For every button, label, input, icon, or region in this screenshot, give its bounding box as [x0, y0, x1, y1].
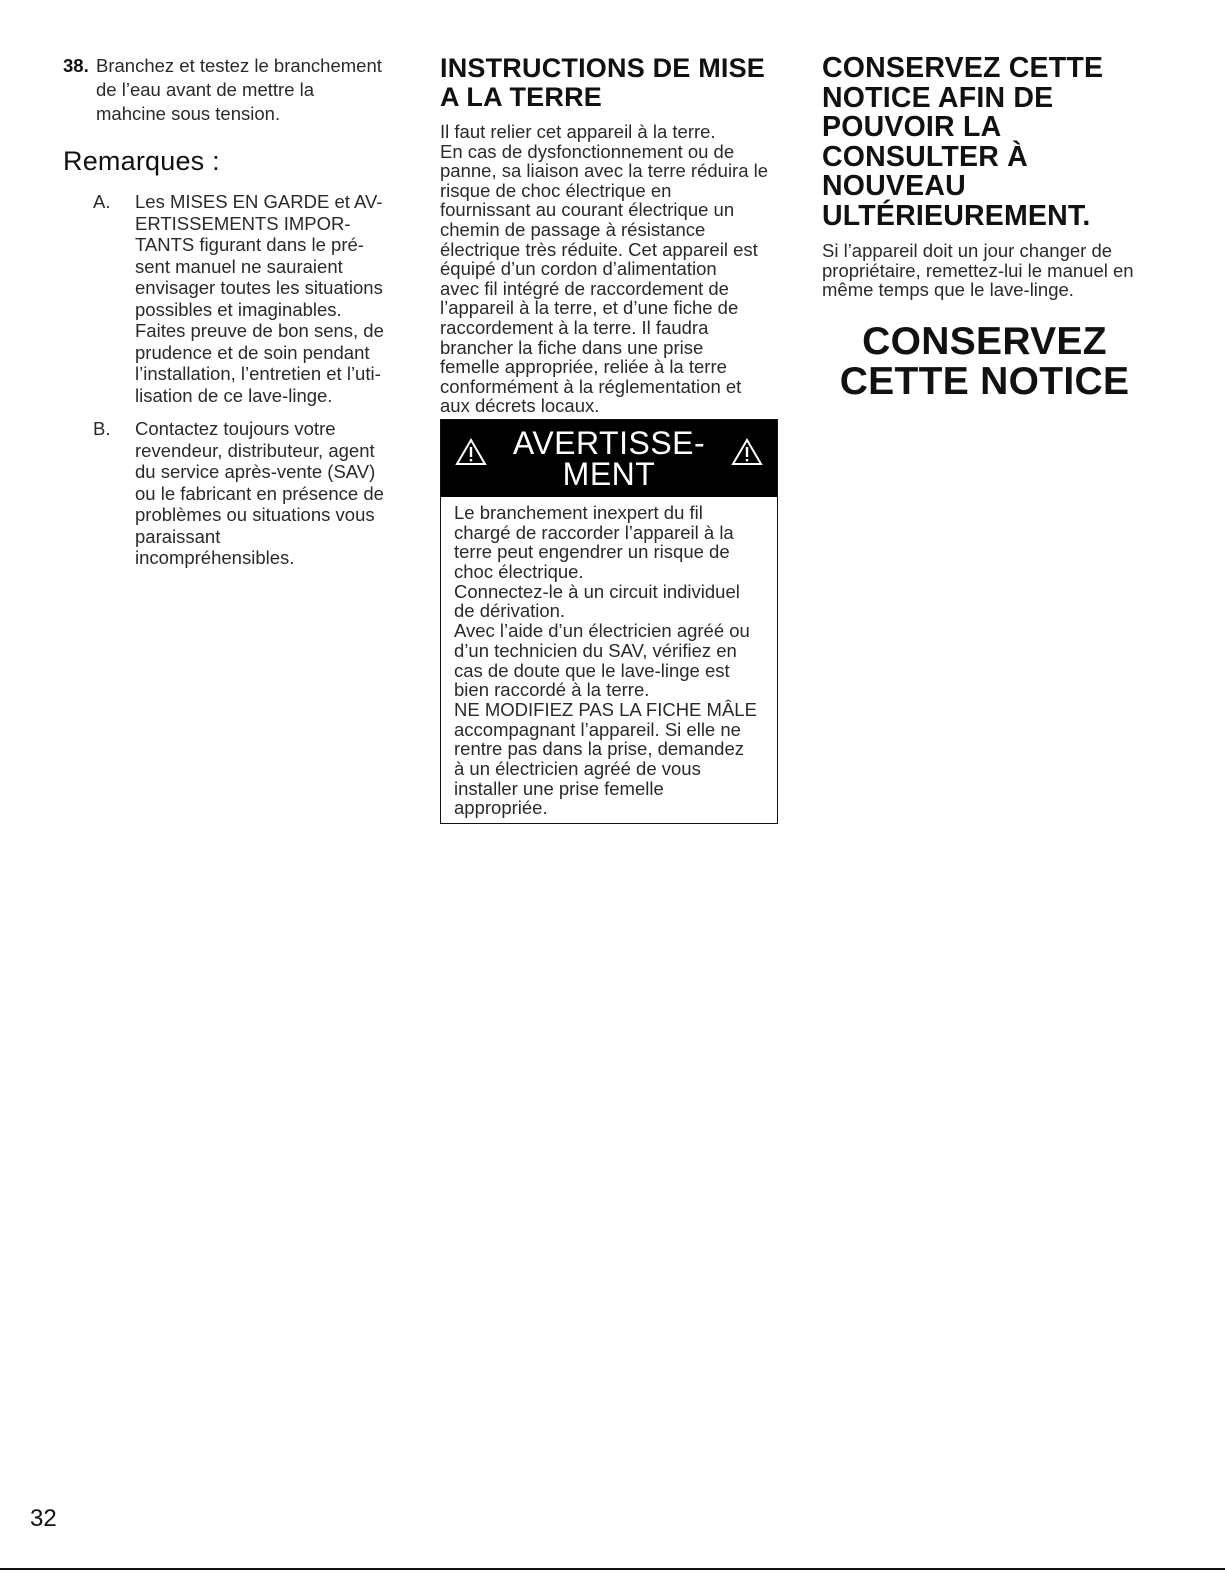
remark-item-a — [63, 191, 403, 406]
body-line: l’appareil à la terre, et d’une fiche de — [440, 297, 739, 319]
remark-line: Contactez toujours votre — [135, 418, 336, 439]
warning-triangle-icon — [731, 438, 763, 466]
heading-line: CONSERVEZ CETTE — [822, 52, 1104, 84]
middle-column — [440, 52, 780, 824]
remark-line: TANTS figurant dans le pré- — [135, 234, 364, 255]
heading-line: A LA TERRE — [440, 82, 602, 112]
body-line: équipé d’un cordon d’alimentation — [440, 258, 717, 280]
remark-line: Faites preuve de bon sens, de — [135, 320, 384, 341]
remark-line: possibles et imaginables. — [135, 298, 342, 320]
warning-line: chargé de raccorder l’appareil à la — [454, 521, 734, 543]
step-line: de l’eau avant de mettre la — [96, 79, 315, 100]
warning-title-line: MENT — [562, 455, 656, 492]
remark-line: ou le fabricant en présence de — [135, 482, 384, 504]
warning-line: cas de doute que le lave-linge est — [454, 659, 730, 681]
warning-line: NE MODIFIEZ PAS LA FICHE MÂLE — [454, 698, 757, 720]
warning-paragraph — [454, 700, 767, 818]
warning-line: rentre pas dans la prise, demandez — [454, 738, 745, 760]
body-line: même temps que le lave-linge. — [822, 279, 1074, 301]
heading-line: POUVOIR LA — [822, 111, 1002, 143]
warning-line: Avec l’aide d’un électricien agréé ou — [454, 620, 750, 642]
remark-line: Les MISES EN GARDE et AV- — [135, 191, 383, 212]
body-line: chemin de passage à résistance — [440, 218, 706, 240]
step-line: Branchez et testez le branchement — [96, 55, 382, 76]
heading-line: ULTÉRIEUREMENT. — [822, 199, 1091, 232]
left-column — [63, 52, 403, 581]
keep-manual-body — [822, 241, 1167, 300]
remark-line: paraissant — [135, 525, 221, 547]
remark-line: lisation de ce lave-linge. — [135, 384, 333, 406]
warning-paragraph — [454, 582, 767, 621]
warning-line: d’un technicien du SAV, vérifiez en — [454, 639, 737, 661]
remarks-heading: Remarques : — [63, 146, 220, 176]
body-line: Si l’appareil doit un jour changer de — [822, 240, 1113, 261]
bottom-divider — [0, 1568, 1225, 1570]
step-number: 38. — [63, 55, 89, 76]
warning-paragraph — [454, 503, 767, 582]
body-line: avec fil intégré de raccordement de — [440, 277, 729, 299]
warning-line: à un électricien agréé de vous — [454, 758, 701, 780]
keep-notice-banner — [802, 319, 1167, 403]
remark-line: du service après-vente (SAV) — [135, 461, 376, 482]
body-line: brancher la fiche dans une prise — [440, 336, 704, 358]
remark-line: problèmes ou situations vous — [135, 504, 375, 525]
remark-line: sent manuel ne sauraient — [135, 255, 343, 277]
warning-triangle-icon — [455, 438, 487, 466]
remark-line: revendeur, distributeur, agent — [135, 439, 375, 461]
keep-notice-line: CETTE NOTICE — [839, 359, 1130, 403]
body-line: fournissant au courant électrique un — [440, 199, 735, 221]
warning-line: terre peut engendrer un risque de — [454, 541, 730, 563]
body-line: risque de choc électrique en — [440, 179, 672, 201]
keep-notice-line: CONSERVEZ — [862, 319, 1107, 363]
body-line: raccordement à la terre. Il faudra — [440, 316, 709, 338]
body-line: propriétaire, remettez-lui le manuel en — [822, 259, 1134, 281]
warning-line: de dérivation. — [454, 600, 566, 622]
warning-box — [440, 419, 778, 824]
warning-paragraph — [454, 621, 767, 700]
warning-line: bien raccordé à la terre. — [454, 679, 650, 701]
remark-line: incompréhensibles. — [135, 547, 295, 568]
body-line: panne, sa liaison avec la terre réduira le — [440, 160, 769, 182]
keep-manual-heading — [822, 54, 1167, 231]
warning-line: choc électrique. — [454, 561, 584, 583]
warning-line: Connectez-le à un circuit individuel — [454, 580, 740, 602]
body-line: En cas de dysfonctionnement ou de — [440, 140, 735, 162]
heading-line: INSTRUCTIONS DE MISE — [440, 53, 766, 83]
warning-line: installer une prise femelle — [454, 777, 664, 799]
remark-line: prudence et de soin pendant — [135, 341, 370, 363]
heading-line: NOTICE AFIN DE — [822, 81, 1054, 114]
remark-line: ERTISSEMENTS IMPOR- — [135, 212, 351, 234]
remark-letter: B. — [93, 418, 111, 439]
warning-line: appropriée. — [454, 797, 548, 819]
remark-item-b — [63, 418, 403, 569]
body-line: conformément à la réglementation et — [440, 375, 742, 397]
grounding-heading — [440, 54, 780, 112]
warning-line: Le branchement inexpert du fil — [454, 501, 703, 523]
heading-line: CONSULTER À NOUVEAU — [822, 140, 1028, 202]
warning-header — [441, 420, 777, 497]
grounding-body — [440, 122, 780, 416]
remark-line: envisager toutes les situations — [135, 277, 383, 298]
remark-letter: A. — [93, 191, 111, 212]
warning-body — [441, 497, 777, 823]
body-line: femelle appropriée, reliée à la terre — [440, 356, 727, 378]
body-line: électrique très réduite. Cet appareil est — [440, 238, 758, 260]
warning-title-line: AVERTISSE- — [512, 424, 706, 461]
body-line: Il faut relier cet appareil à la terre. — [440, 121, 716, 142]
warning-line: accompagnant l’appareil. Si elle ne — [454, 718, 741, 740]
remark-line: l’installation, l’entretien et l’uti- — [135, 363, 381, 384]
step-38 — [63, 54, 403, 126]
warning-title — [501, 424, 717, 492]
step-line: mahcine sous tension. — [96, 103, 281, 124]
page-number: 32 — [30, 1505, 57, 1532]
body-line: aux décrets locaux. — [440, 395, 600, 417]
right-column — [822, 52, 1167, 402]
